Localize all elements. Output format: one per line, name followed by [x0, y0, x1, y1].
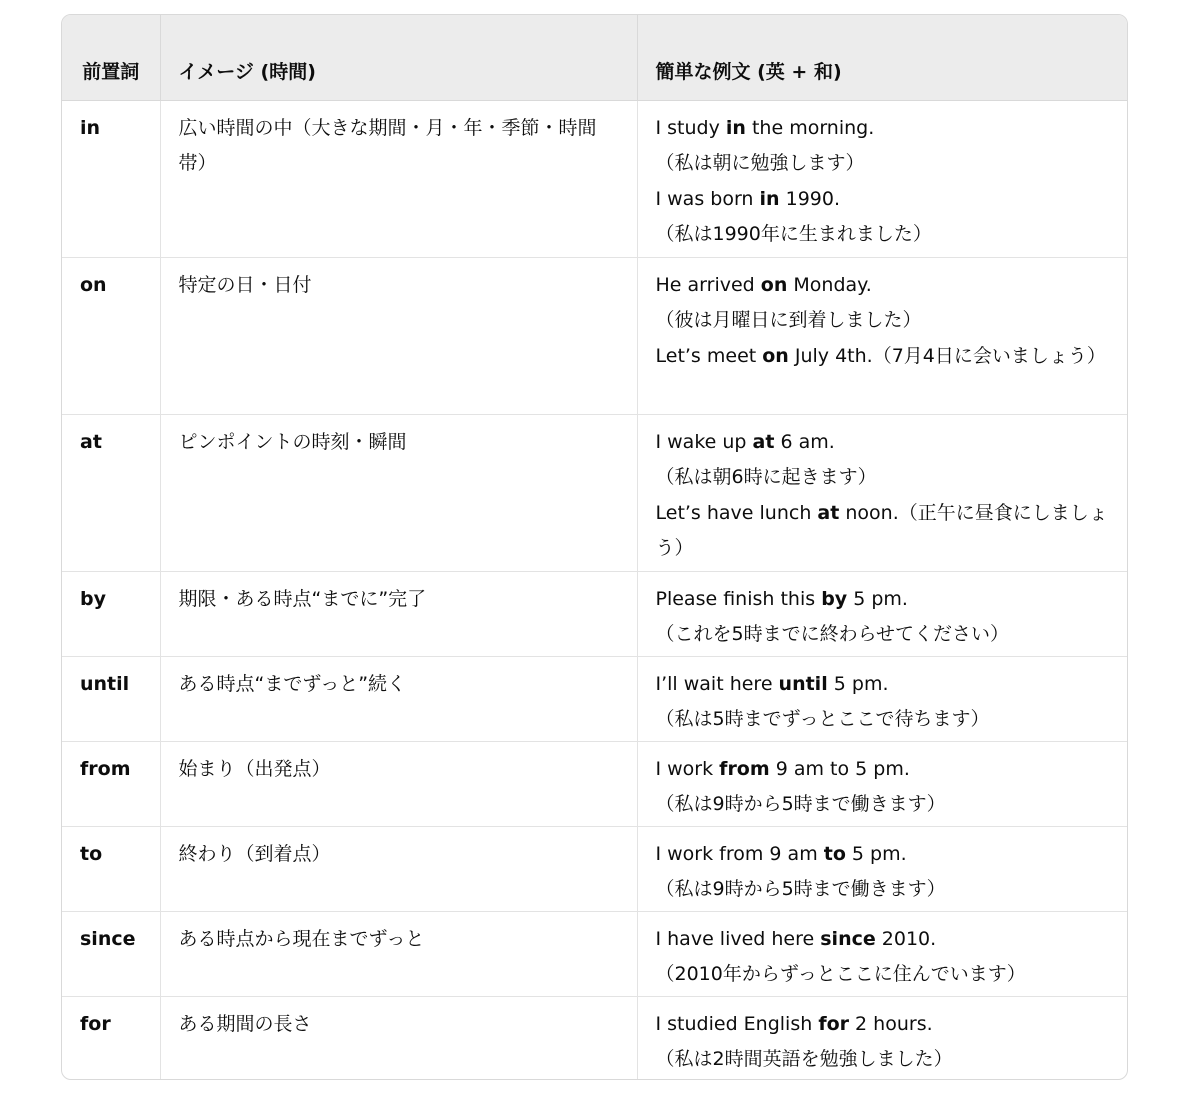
example-sentence-1: I’ll wait here until 5 pm. — [655, 672, 889, 695]
example-cell — [637, 100, 1127, 257]
preposition-cell: to — [62, 826, 160, 911]
table-row — [62, 257, 1127, 414]
keyword: from — [719, 757, 770, 780]
preposition-cell: on — [62, 257, 160, 414]
example-translation-1: （私は朝に勉強します） — [655, 152, 865, 174]
example-cell — [637, 414, 1127, 571]
preposition-cell: for — [62, 996, 160, 1080]
preposition-table-container — [61, 14, 1128, 1080]
keyword: by — [821, 587, 848, 610]
example-cell — [637, 571, 1127, 656]
example-sentence-1: I work from 9 am to 5 pm. — [655, 757, 910, 780]
example-cell — [637, 257, 1127, 414]
table-row — [62, 741, 1127, 826]
example-sentence-1: He arrived on Monday. — [655, 273, 872, 296]
header-image: イメージ (時間) — [160, 15, 637, 100]
example-sentence-1: I wake up at 6 am. — [655, 430, 835, 453]
preposition-cell: in — [62, 100, 160, 257]
header-example: 簡単な例文 (英 + 和) — [637, 15, 1127, 100]
keyword: since — [820, 927, 876, 950]
example-cell — [637, 996, 1127, 1080]
example-translation-1: （私は9時から5時まで働きます） — [655, 878, 946, 900]
preposition-table — [62, 15, 1127, 1080]
header-preposition: 前置詞 — [62, 15, 160, 100]
preposition-cell: by — [62, 571, 160, 656]
keyword: on — [762, 344, 789, 367]
example-sentence-2: Let’s have lunch at noon.（正午に昼食にしましょう） — [655, 501, 1108, 559]
keyword: until — [778, 672, 828, 695]
example-translation-1: （私は9時から5時まで働きます） — [655, 793, 946, 815]
table-row — [62, 414, 1127, 571]
example-translation-1: （2010年からずっとここに住んでいます） — [655, 963, 1026, 985]
keyword: at — [817, 501, 840, 524]
image-cell: ピンポイントの時刻・瞬間 — [160, 414, 637, 571]
keyword: for — [818, 1012, 850, 1035]
image-cell: 始まり（出発点） — [160, 741, 637, 826]
keyword: to — [823, 842, 846, 865]
table-row — [62, 656, 1127, 741]
image-cell: 特定の日・日付 — [160, 257, 637, 414]
preposition-cell: at — [62, 414, 160, 571]
example-sentence-1: I studied English for 2 hours. — [655, 1012, 933, 1035]
example-cell — [637, 741, 1127, 826]
example-translation-1: （私は5時までずっとここで待ちます） — [655, 708, 990, 730]
keyword: in — [759, 187, 780, 210]
preposition-cell: since — [62, 911, 160, 996]
example-cell — [637, 911, 1127, 996]
table-row — [62, 100, 1127, 257]
example-translation-2: （7月4日に会いましょう） — [872, 344, 1106, 367]
example-sentence-1: Please finish this by 5 pm. — [655, 587, 908, 610]
keyword: at — [752, 430, 775, 453]
image-cell: 期限・ある時点“までに”完了 — [160, 571, 637, 656]
table-header-row — [62, 15, 1127, 100]
preposition-cell: until — [62, 656, 160, 741]
keyword: in — [725, 116, 746, 139]
table-row — [62, 571, 1127, 656]
example-sentence-1: I study in the morning. — [655, 116, 875, 139]
image-cell: 終わり（到着点） — [160, 826, 637, 911]
example-cell — [637, 656, 1127, 741]
image-cell: 広い時間の中（大きな期間・月・年・季節・時間帯） — [160, 100, 637, 257]
preposition-cell: from — [62, 741, 160, 826]
table-row — [62, 996, 1127, 1080]
example-translation-2: （正午に昼食にしましょう） — [655, 501, 1108, 559]
image-cell: ある期間の長さ — [160, 996, 637, 1080]
example-translation-1: （彼は月曜日に到着しました） — [655, 309, 922, 331]
example-sentence-1: I have lived here since 2010. — [655, 927, 937, 950]
example-translation-1: （これを5時までに終わらせてください） — [655, 623, 1010, 645]
keyword: on — [760, 273, 788, 296]
example-sentence-1: I work from 9 am to 5 pm. — [655, 842, 907, 865]
image-cell: ある時点から現在までずっと — [160, 911, 637, 996]
example-cell — [637, 826, 1127, 911]
table-row — [62, 911, 1127, 996]
example-translation-1: （私は2時間英語を勉強しました） — [655, 1048, 953, 1070]
image-cell: ある時点“までずっと”続く — [160, 656, 637, 741]
example-sentence-2: Let’s meet on July 4th.（7月4日に会いましょう） — [655, 344, 1106, 367]
example-sentence-2: I was born in 1990.（私は1990年に生まれました） — [655, 187, 932, 245]
example-translation-1: （私は朝6時に起きます） — [655, 466, 877, 488]
table-row — [62, 826, 1127, 911]
example-translation-2: （私は1990年に生まれました） — [655, 223, 932, 245]
